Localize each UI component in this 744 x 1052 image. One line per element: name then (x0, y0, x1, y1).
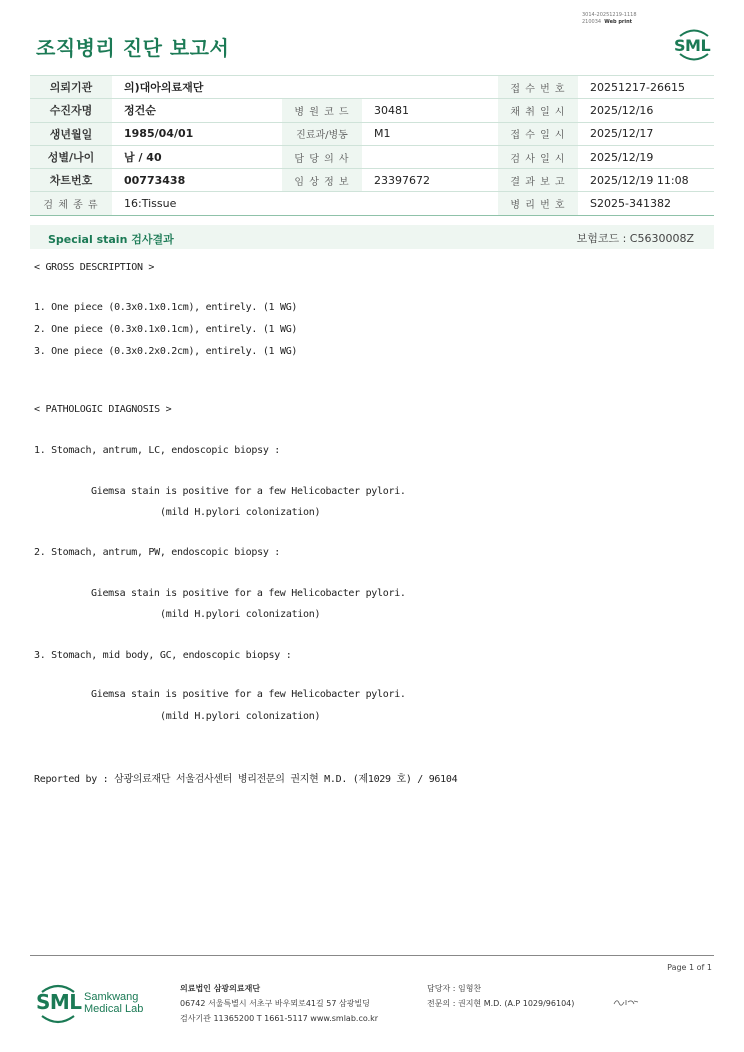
diagnosis-3-note: (mild H.pylori colonization) (160, 711, 321, 722)
special-stain-header (30, 225, 714, 249)
value-hospital-code: 30481 (362, 99, 498, 122)
label-birth-date: 생년월일 (30, 122, 112, 145)
logo-text: SML (674, 36, 711, 55)
info-row (30, 145, 714, 168)
value-chart-number: 00773438 (112, 169, 282, 192)
footer-contact: 검사기관 11365200 T 1661-5117 www.smlab.co.kr (180, 1014, 379, 1023)
gross-item: 3. One piece (0.3x0.2x0.2cm), entirely. (1 WG) (34, 346, 298, 357)
value-result-report: 2025/12/19 11:08 (578, 169, 714, 192)
diagnosis-1-note: (mild H.pylori colonization) (160, 507, 321, 518)
value-department: M1 (362, 122, 498, 145)
diagnosis-3-finding: Giemsa stain is positive for a few Helicobacter pylori. (91, 689, 406, 700)
info-row (30, 122, 714, 145)
label-receipt-number: 접 수 번 호 (498, 76, 578, 99)
diagnosis-2-finding: Giemsa stain is positive for a few Helicobacter pylori. (91, 588, 406, 599)
label-test-date: 검 사 일 시 (498, 145, 578, 168)
insurance-code: 보험코드 : C5630008Z (576, 232, 694, 245)
label-receipt-date: 접 수 일 시 (498, 122, 578, 145)
footer-specialist: 전문의 : 권지현 M.D. (A.P 1029/96104) (427, 999, 575, 1008)
value-clinical-info: 23397672 (362, 169, 498, 192)
value-requesting-institution: 의)대아의료재단 (112, 76, 498, 99)
company-name (84, 991, 143, 1015)
label-hospital-code: 병 원 코 드 (282, 99, 362, 122)
diagnosis-1-finding: Giemsa stain is positive for a few Helicobacter pylori. (91, 486, 406, 497)
print-code (582, 12, 662, 26)
value-receipt-number: 20251217-26615 (578, 76, 714, 99)
value-receipt-date: 2025/12/17 (578, 122, 714, 145)
info-row (30, 76, 714, 99)
label-collection-date: 채 취 일 시 (498, 99, 578, 122)
label-doctor: 담 당 의 사 (282, 145, 362, 168)
footer-institution (180, 981, 378, 1026)
special-stain-label: Special stain 검사결과 (48, 233, 174, 246)
footer-staff (427, 981, 574, 1011)
label-sex-age: 성별/나이 (30, 145, 112, 168)
print-code-line2: 210034 (582, 19, 602, 25)
reported-by: Reported by : 삼광의료재단 서울검사센터 병리전문의 권지현 M.D. (제1029 호) / 96104 (34, 774, 458, 785)
page-title: 조직병리 진단 보고서 (36, 36, 230, 60)
label-clinical-info: 임 상 정 보 (282, 169, 362, 192)
company-name-line2: Medical Lab (84, 1003, 144, 1015)
label-patient-name: 수진자명 (30, 99, 112, 122)
label-department: 진료과/병동 (282, 122, 362, 145)
gross-header: < GROSS DESCRIPTION > (34, 262, 155, 273)
footer-org: 의료법인 삼광의료재단 (180, 984, 261, 993)
diagnosis-site-1: 1. Stomach, antrum, LC, endoscopic biopsy : (34, 445, 280, 456)
value-doctor (362, 145, 498, 168)
footer-divider (30, 955, 714, 956)
info-row (30, 99, 714, 122)
print-code-line1: 3014-20251219-1118 (582, 12, 637, 18)
footer-address: 06742 서울특별시 서초구 바우뫼로41길 57 삼광빌딩 (180, 999, 370, 1008)
label-specimen-type: 검 체 종 류 (30, 192, 112, 215)
page-number: Page 1 of 1 (667, 963, 712, 972)
sml-logo-top (674, 27, 714, 61)
label-result-report: 결 과 보 고 (498, 169, 578, 192)
diagnosis-2-note: (mild H.pylori colonization) (160, 609, 321, 620)
info-row (30, 192, 714, 215)
logo-text: SML (36, 990, 82, 1014)
gross-item: 1. One piece (0.3x0.1x0.1cm), entirely. (1 WG) (34, 302, 298, 313)
info-row (30, 169, 714, 192)
gross-item: 2. One piece (0.3x0.1x0.1cm), entirely. (1 WG) (34, 324, 298, 335)
label-chart-number: 차트번호 (30, 169, 112, 192)
value-specimen-type: 16:Tissue (112, 192, 498, 215)
value-pathology-number: S2025-341382 (578, 192, 714, 215)
diagnosis-header: < PATHOLOGIC DIAGNOSIS > (34, 404, 172, 415)
patient-info-table (30, 75, 714, 216)
sml-logo-bottom (36, 980, 166, 1028)
value-birth-date: 1985/04/01 (112, 122, 282, 145)
value-sex-age: 남 / 40 (112, 145, 282, 168)
web-print-label: Web print (604, 19, 633, 25)
label-pathology-number: 병 리 번 호 (498, 192, 578, 215)
signature-icon (612, 996, 640, 1008)
label-requesting-institution: 의뢰기관 (30, 76, 112, 99)
value-patient-name: 정건순 (112, 99, 282, 122)
diagnosis-site-2: 2. Stomach, antrum, PW, endoscopic biopsy : (34, 547, 280, 558)
diagnosis-site-3: 3. Stomach, mid body, GC, endoscopic biopsy : (34, 650, 292, 661)
footer-manager: 담당자 : 임형찬 (427, 984, 482, 993)
company-name-line1: Samkwang (84, 991, 139, 1003)
value-test-date: 2025/12/19 (578, 145, 714, 168)
value-collection-date: 2025/12/16 (578, 99, 714, 122)
